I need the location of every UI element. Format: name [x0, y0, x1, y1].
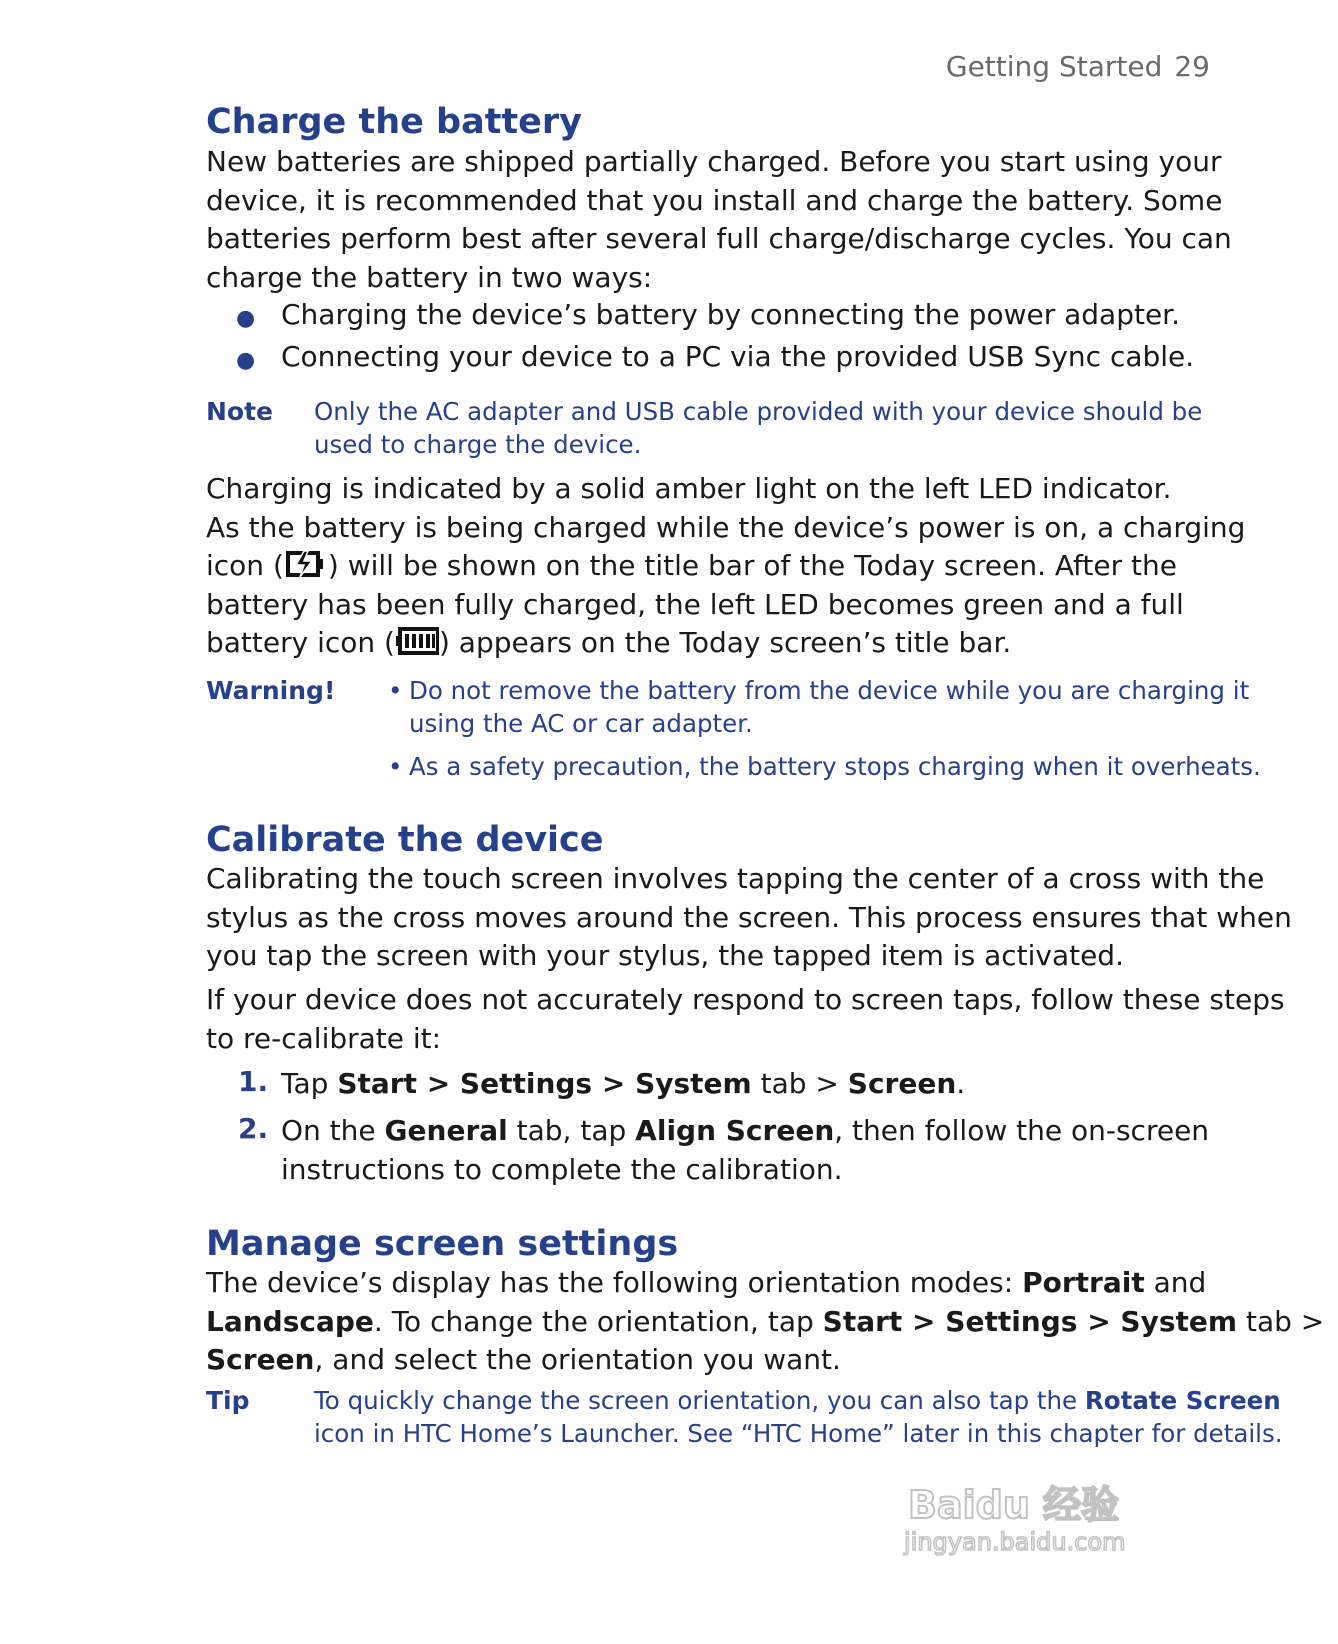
text-span: The device’s display has the following orientation modes: — [206, 1266, 1023, 1299]
watermark-logo — [898, 1478, 1198, 1558]
step-line — [281, 1112, 1291, 1151]
text-span: , then follow the on-screen — [834, 1114, 1210, 1147]
text-span: > — [592, 1067, 636, 1100]
paragraph-line: stylus as the cross moves around the screen. This process ensures that when — [206, 900, 1292, 934]
note-line: used to charge the device. — [314, 430, 642, 459]
charge-intro-line: device, it is recommended that you install and charge the battery. Some — [206, 183, 1223, 217]
tip-text — [314, 1384, 1283, 1450]
section-title-charge: Charge the battery — [206, 102, 582, 142]
paragraph-line: If your device does not accurately respond to screen taps, follow these steps — [206, 983, 1285, 1016]
charging-paragraph — [206, 470, 1246, 663]
note-line: Only the AC adapter and USB cable provided with your device should be — [314, 397, 1203, 426]
text-span: . — [956, 1067, 966, 1100]
text-span: . To change the orientation, tap — [373, 1304, 823, 1338]
paragraph-line: to re-calibrate it: — [206, 1021, 442, 1055]
bold-term: Settings — [459, 1067, 593, 1100]
bold-term: Rotate Screen — [1084, 1386, 1281, 1415]
bold-term: Landscape — [206, 1304, 374, 1338]
text-span: On the — [281, 1114, 385, 1147]
section-title-manage: Manage screen settings — [206, 1224, 679, 1264]
bold-term: Start — [337, 1067, 417, 1100]
text-span: , and select the orientation you want. — [314, 1343, 841, 1376]
bold-term: Portrait — [1022, 1266, 1145, 1299]
battery-charging-icon — [284, 549, 328, 579]
text-span: Tap — [281, 1067, 338, 1100]
text-span: To quickly change the screen orientation, you can also tap the — [314, 1386, 1085, 1415]
bold-term: Screen — [206, 1343, 315, 1376]
section-title-calibrate: Calibrate the device — [206, 820, 604, 860]
paragraph-line — [206, 1341, 1216, 1380]
step-text — [281, 1112, 1291, 1189]
charge-intro-line: batteries perform best after several full charge/discharge cycles. You can — [206, 222, 1232, 255]
step-text — [281, 1065, 1291, 1104]
bold-term: Screen — [847, 1067, 957, 1100]
bullet-item: Connecting your device to a PC via the provided USB Sync cable. — [281, 340, 1195, 373]
text-span: > — [416, 1067, 460, 1100]
text-span: > — [902, 1304, 946, 1338]
warning-bullet: • — [388, 676, 403, 705]
bullet-dot: ● — [236, 348, 256, 373]
note-text — [314, 395, 1202, 461]
bold-term: Start — [822, 1304, 903, 1338]
tip-line: icon in HTC Home’s Launcher. See “HTC Home” later in this chapter for details. — [314, 1419, 1283, 1448]
paragraph-line: you tap the screen with your stylus, the tapped item is activated. — [206, 939, 1124, 972]
calibrate-intro — [206, 860, 1292, 976]
paragraph-line-with-icon — [206, 547, 1216, 586]
charge-intro-line: charge the battery in two ways: — [206, 260, 653, 294]
paragraph-line: As the battery is being charged while the device’s power is on, a charging — [206, 510, 1246, 544]
warning-bullet: • — [388, 752, 403, 781]
text-span: tab > — [751, 1067, 848, 1100]
paragraph-line: Calibrating the touch screen involves tapping the center of a cross with the — [206, 862, 1265, 895]
step-line: instructions to complete the calibration. — [281, 1152, 843, 1186]
text-span: icon ( — [206, 549, 284, 582]
bold-term: General — [384, 1114, 508, 1147]
charge-intro-line: New batteries are shipped partially charged. Before you start using your — [206, 145, 1222, 178]
text-span: ) will be shown on the title bar of the Today screen. After the — [327, 549, 1177, 582]
step-number: 2. — [238, 1112, 269, 1145]
text-span: battery icon ( — [206, 626, 395, 659]
warning-line: using the AC or car adapter. — [409, 709, 753, 738]
paragraph-line: battery has been fully charged, the left LED becomes green and a full — [206, 587, 1184, 621]
bullet-item: Charging the device’s battery by connecting the power adapter. — [281, 298, 1181, 331]
text-span: ) appears on the Today screen’s title bar. — [438, 626, 1012, 659]
chapter-title: Getting Started — [945, 50, 1163, 83]
svg-text:Baidu 经验: Baidu 经验 — [908, 1483, 1120, 1527]
svg-text:jingyan.baidu.com: jingyan.baidu.com — [904, 1528, 1126, 1556]
calibrate-para2 — [206, 981, 1285, 1058]
text-span: tab > — [1237, 1304, 1325, 1338]
charge-intro — [206, 143, 1232, 297]
warning-item — [409, 674, 1249, 740]
bold-term: Settings — [945, 1304, 1078, 1338]
warning-label: Warning! — [206, 676, 336, 705]
battery-full-icon — [395, 626, 439, 656]
warning-item: As a safety precaution, the battery stops charging when it overheats. — [409, 752, 1261, 781]
paragraph-line — [206, 1303, 1325, 1342]
manage-paragraph — [206, 1264, 1325, 1380]
paragraph-line: Charging is indicated by a solid amber light on the left LED indicator. — [206, 472, 1172, 505]
page-number: 29 — [1174, 50, 1210, 83]
paragraph-line — [206, 1264, 1216, 1303]
bold-term: System — [635, 1067, 752, 1100]
bold-term: System — [1120, 1304, 1238, 1338]
bold-term: Align Screen — [635, 1114, 835, 1147]
step-number: 1. — [238, 1065, 269, 1098]
text-span: > — [1077, 1304, 1121, 1338]
note-label: Note — [206, 397, 274, 426]
bullet-dot: ● — [236, 306, 256, 331]
paragraph-line-with-icon — [206, 624, 1216, 663]
tip-line — [314, 1384, 1283, 1417]
running-header — [946, 50, 1210, 83]
tip-label: Tip — [206, 1386, 250, 1415]
text-span: and — [1144, 1266, 1207, 1299]
text-span: tab, tap — [507, 1114, 636, 1147]
warning-line: Do not remove the battery from the device while you are charging it — [409, 676, 1250, 705]
baidu-watermark — [898, 1478, 1198, 1562]
